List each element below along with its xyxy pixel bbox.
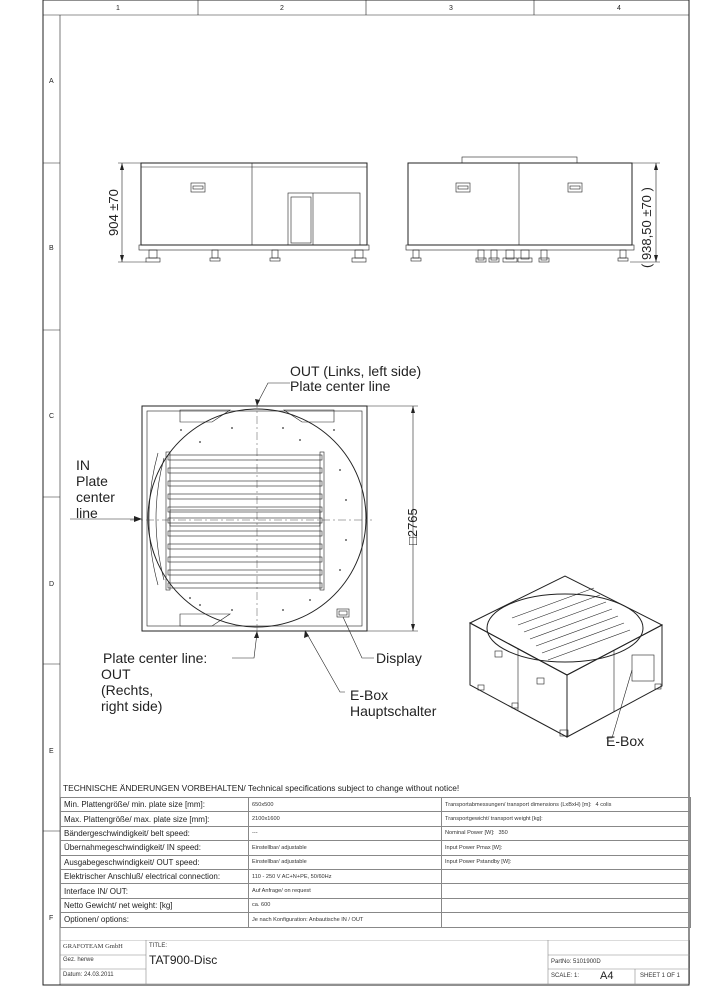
spec-right-label: Transportgewicht/ transport weight [kg]: xyxy=(445,816,543,823)
spec-row xyxy=(61,884,691,898)
spec-value: 650x500 xyxy=(249,798,442,812)
spec-right-cell xyxy=(442,898,691,912)
column-1-label: 1 xyxy=(116,5,120,12)
spec-value: ca. 600 xyxy=(249,898,442,912)
spec-row xyxy=(61,841,691,855)
spec-row xyxy=(61,798,691,812)
spec-value: --- xyxy=(249,826,442,840)
drawing-date: Datum: 24.03.2011 xyxy=(63,972,114,978)
drawing-title: TAT900-Disc xyxy=(149,953,218,967)
spec-label: Min. Plattengröße/ min. plate size [mm]: xyxy=(61,798,249,812)
side-view xyxy=(406,157,660,268)
row-d-label: D xyxy=(49,581,55,588)
spec-right-cell xyxy=(442,869,691,883)
spec-row xyxy=(61,898,691,912)
spec-right-value: 350 xyxy=(498,830,508,837)
label-ebox-hauptschalter: E-Box Hauptschalter xyxy=(350,687,437,719)
label-out-left: OUT (Links, left side) xyxy=(290,363,422,379)
spec-row xyxy=(61,913,691,927)
spec-right-cell xyxy=(442,913,691,927)
label-ebox-iso: E-Box xyxy=(606,733,645,749)
row-f-label: F xyxy=(49,915,54,922)
row-e-label: E xyxy=(49,748,54,755)
spec-row xyxy=(61,812,691,826)
side-height-dimension: ( 938,50 ±70 ) xyxy=(639,187,654,268)
handle-icon xyxy=(537,678,544,684)
spec-right-cell xyxy=(442,812,691,826)
spec-row xyxy=(61,869,691,883)
spec-label: Interface IN/ OUT: xyxy=(61,884,249,898)
spec-label: Optionen/ options: xyxy=(61,913,249,927)
spec-label: Netto Gewicht/ net weight: [kg] xyxy=(61,898,249,912)
front-height-dimension: 904 ±70 xyxy=(106,189,121,236)
label-in-plate-center: IN Plate center line xyxy=(76,457,115,521)
spec-right-cell xyxy=(442,826,691,840)
spec-value: Einstellbar/ adjustable xyxy=(249,855,442,869)
label-display: Display xyxy=(376,650,422,666)
isometric-view xyxy=(470,576,662,738)
spec-value: Je nach Konfiguration: Anbautische IN / OUT xyxy=(249,913,442,927)
label-plate-center-out: Plate center line: OUT (Rechts, right side) xyxy=(101,650,208,714)
row-b-label: B xyxy=(49,245,54,252)
spec-label: Übernahmegeschwindigkeit/ IN speed: xyxy=(61,841,249,855)
company-name: GRAFOTEAM GmbH xyxy=(63,943,123,950)
spec-value: Einstellbar/ adjustable xyxy=(249,841,442,855)
spec-notice: TECHNISCHE ÄNDERUNGEN VORBEHALTEN/ Technical specifications subject to change without notice! xyxy=(63,783,460,793)
spec-right-label: Input Power Pmax [W]: xyxy=(445,844,503,851)
row-c-label: C xyxy=(49,413,55,420)
spec-right-cell xyxy=(442,884,691,898)
part-number: PartNo: 5101900D xyxy=(551,959,601,965)
spec-right-value: 4 colis xyxy=(595,801,612,808)
spec-right-label: Input Power Pstandby [W]: xyxy=(445,859,512,866)
top-view xyxy=(70,383,420,692)
spec-label: Bändergeschwindigkeit/ belt speed: xyxy=(61,826,249,840)
spec-right-cell xyxy=(442,798,691,812)
column-4-label: 4 xyxy=(617,5,621,12)
front-view xyxy=(106,163,369,262)
spec-value: 2100x1600 xyxy=(249,812,442,826)
handle-icon xyxy=(495,651,502,657)
title-label: TITLE: xyxy=(149,943,168,949)
spec-right-label: Nominal Power [W]: xyxy=(445,830,495,837)
spec-label: Elektrischer Anschluß/ electrical connection: xyxy=(61,869,249,883)
title-block xyxy=(60,940,690,984)
spec-right-cell xyxy=(442,855,691,869)
spec-right-label: Transportabmessungen/ transport dimensions (LxBxH) [m]: xyxy=(445,801,592,808)
row-a-label: A xyxy=(49,78,54,85)
sheet-number: SHEET 1 OF 1 xyxy=(640,973,680,979)
spec-row xyxy=(61,826,691,840)
spec-label: Ausgabegeschwindigkeit/ OUT speed: xyxy=(61,855,249,869)
column-2-label: 2 xyxy=(280,5,284,12)
spec-table xyxy=(60,797,691,928)
label-plate-center-top: Plate center line xyxy=(290,378,391,394)
spec-row xyxy=(61,855,691,869)
drawn-by: Gez. herwe xyxy=(63,957,94,963)
spec-right-cell xyxy=(442,841,691,855)
scale: SCALE: 1: xyxy=(551,973,580,979)
spec-value: 110 - 250 V AC+N+PE, 50/60Hz xyxy=(249,869,442,883)
spec-value: Auf Anfrage/ on request xyxy=(249,884,442,898)
top-square-dimension: □2765 xyxy=(405,508,420,545)
paper-size: A4 xyxy=(600,970,614,982)
spec-label: Max. Plattengröße/ max. plate size [mm]: xyxy=(61,812,249,826)
column-3-label: 3 xyxy=(449,5,453,12)
